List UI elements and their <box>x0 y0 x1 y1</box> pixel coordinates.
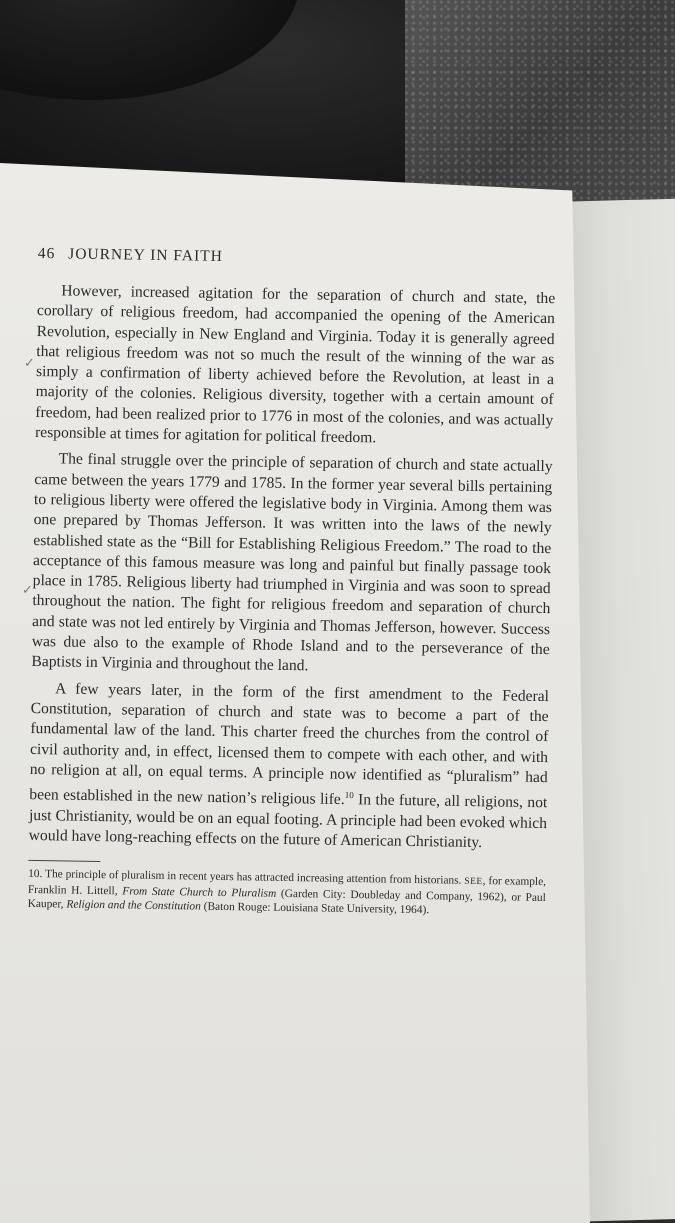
paragraph-3-part-2: In the future, all religions, not just Christianity, would be on an equal footing. A principle had been evoked which would have long-reaching effects on the future of American Christianity. <box>28 791 548 851</box>
page-text <box>28 245 556 920</box>
footnote-number: 10. <box>28 868 43 881</box>
running-head-title: JOURNEY IN FAITH <box>68 245 223 265</box>
footnote-divider <box>28 860 100 862</box>
footnote-see: SEE <box>464 876 483 888</box>
footnote-title-1: From State Church to Pluralism <box>122 885 277 900</box>
pencil-check-mark-1: ✓ <box>24 356 35 371</box>
page-number: 46 <box>37 245 56 263</box>
footnote-text-4: (Baton Rouge: Louisiana State University, 1964). <box>200 900 430 917</box>
footnote-text-1: The principle of pluralism in recent years has attracted increasing attention from historians. <box>42 868 465 887</box>
footnote-text-3: (Garden City: Doubleday and Company, 1962), or Paul Kauper, <box>27 887 546 911</box>
footnote-ref: 10 <box>344 790 354 801</box>
paragraph-3 <box>29 679 550 855</box>
paragraph-1: However, increased agitation for the separation of church and state, the corollary of religious freedom, had accompanied the opening of the American Revolution, especially in New England and Virginia. Today it is generally agreed that religious freedom was not so much the result of the winning of the war as simply a confirmation of liberty achieved before the Revolution, at least in a majority of the colonies. Religious diversity, together with a certain amount of freedom, had been realized prior to 1776 in most of the colonies, and was actually responsible at times for agitation for political freedom. <box>34 282 556 447</box>
paragraph-3-part-1: A few years later, in the form of the first amendment to the Federal Constitution, separation of church and state was to become a part of the fundamental law of the land. This charter freed the churches from the control of civil authority and, in effect, licensed them to compete with each other, and with no religion at all, on equal terms. A principle now identified as “pluralism” had been established in the new nation’s religious life. <box>29 679 550 809</box>
footnote-text-2: , for example, Franklin H. Littell, <box>27 875 547 898</box>
paragraph-2: The final struggle over the principle of separation of church and state actually came between the years 1779 and 1785. In the former year several bills pertaining to religious liberty were offered the legislative body in Virginia. Among them was one prepared by Thomas Jefferson. It was written into the laws of the newly established state as the “Bill for Establishing Religious Freedom.” The road to the acceptance of this famous measure was long and painful but finally passage took place in 1785. Religious liberty had triumphed in Virginia and was soon to spread throughout the nation. The fight for religious freedom and separation of church and state was not led entirely by Virginia and Thomas Jefferson, however. Success was due also to the example of Rhode Island and to the perseverance of the Baptists in Virginia and throughout the land. <box>31 450 553 675</box>
footnote <box>28 867 547 920</box>
footnote-title-2: Religion and the Constitution <box>66 898 201 913</box>
pencil-check-mark-2: ✓ <box>22 583 33 598</box>
